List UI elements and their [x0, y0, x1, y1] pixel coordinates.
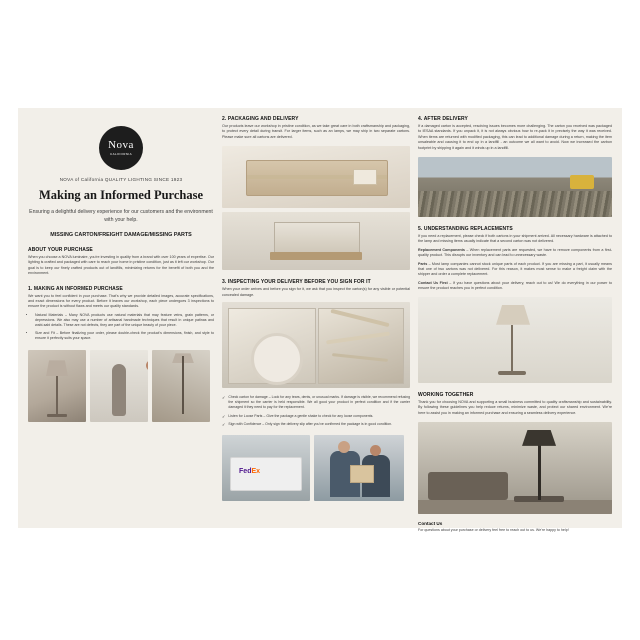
section1-bullets — [28, 313, 214, 342]
brochure-page — [18, 108, 622, 532]
product-photo-row — [28, 350, 214, 422]
section4-heading: 4. AFTER DELIVERY — [418, 116, 468, 122]
alert-line: MISSING CARTON/FREIGHT DAMAGE/MISSING PARTS — [50, 232, 192, 238]
working-together-heading: WORKING TOGETHER — [418, 391, 474, 398]
product-photo-lamp — [28, 350, 86, 422]
photo-inspection — [222, 302, 410, 388]
working-together-body: Thank you for choosing NOVA and supporting a small business committed to quality craftsmanship and sustainability. By following these guidelines you help reduce returns, minimize waste, and protect our shared environment. We're here to assist you in making an informed purchase and ensuring a seamless delivery experience. — [418, 399, 612, 415]
product-photo-floorlamp — [152, 350, 210, 422]
person-head-shape — [370, 445, 381, 456]
truck-shape — [230, 457, 302, 491]
list-item — [222, 414, 410, 419]
person-head-shape — [338, 441, 350, 453]
checklist-text: Check carton for damage – Look for any tears, dents, or unusual marks. If damage is visible, we recommend refusing the shipment so the carrier is held responsible. We all good your product in perfect condition and if the carrier damaged it they need to pay for the replacement. — [228, 395, 411, 410]
contact-block — [418, 521, 612, 533]
lamp-shade-shape — [46, 360, 68, 376]
photo-carton — [222, 146, 410, 208]
section2-body: Our products leave our workshop in pristine condition, as we take great care in both craftsmanship and packaging, to protect every detail during transit. For larger items, such as an lamps, we may ship in two separate cartons. Please make sure all cartons are delivered. — [222, 124, 411, 139]
lamp-ring-shape — [251, 333, 303, 385]
section5-body: If you need a replacement, please check if both cartons in your shipment arrived. All necessary hardware is attached to the lamp and missing items usually indicate that a second carton was not delivered. — [418, 234, 612, 244]
brand-block — [28, 126, 214, 238]
pallet-box-shape — [274, 222, 360, 254]
carrier-logo — [239, 468, 260, 475]
human-head-shape — [146, 360, 148, 371]
carrier-logo-part1: Fed — [239, 468, 252, 476]
parts-para — [418, 262, 612, 278]
contact-first-text: – If you have questions about your delivery, reach out to us! We do everything in our power to ensure the product reaches you in perfect condition. — [418, 280, 613, 291]
about-heading: ABOUT YOUR PURCHASE — [28, 247, 93, 253]
room-floor — [418, 500, 612, 514]
carrier-logo-part2: Ex — [251, 468, 261, 476]
replacement-components-text: – When replacement parts are requested, we have to remove components from a first-quality product. This disrupts our inventory and can lead to unnecessary waste. — [418, 247, 612, 258]
check-icon: ✓ — [222, 413, 226, 419]
parts-label: Parts — [418, 261, 428, 266]
logo-wordmark: Nova — [108, 139, 134, 151]
replacement-components-label: Replacement Components — [418, 247, 465, 252]
lamp-shade-shape — [496, 305, 530, 325]
lamp-pole-shape — [538, 444, 541, 500]
shipping-label-icon — [353, 169, 377, 185]
page-subtitle: Ensuring a delightful delivery experience for our customers and the environment with your help. — [29, 209, 213, 223]
contact-first-label: Contact Us First — [418, 280, 448, 285]
photo-lamp-detail — [418, 297, 612, 383]
page-title: Making an Informed Purchase — [39, 188, 204, 202]
lamp-pole-shape — [511, 325, 513, 371]
list-item: • Natural Materials – Many NOVA products use natural materials that may feature veins, grain patterns, or depressions. We also may use a number of artisanal handmade techniques that result in unique patinas and wabi-sabi details. These are not defects, they are part of the unique beauty of your piece. — [35, 313, 214, 329]
list-item: • Size and Fit – Before finalizing your order, please double-check the product's dimensions, finish, and style to ensure it perfectly suits your space. — [35, 331, 214, 341]
photo-landfill — [418, 157, 612, 217]
pallet-base-shape — [270, 252, 362, 260]
section3-heading: 3. INSPECTING YOUR DELIVERY BEFORE YOU SIGN FOR IT — [222, 279, 371, 286]
column-middle — [222, 116, 410, 520]
lamp-base-shape — [47, 414, 67, 417]
checklist-text: Listen for Loose Parts – Give the package a gentle shake to check for any loose components. — [228, 413, 374, 418]
lamp-base-shape — [498, 371, 526, 375]
section1-body: We want you to feel confident in your purchase. That's why we provide detailed images, accurate specifications, and exact dimensions for every product. Before it leaves our workshop, each piece undergoes 3 inspections to ensure the product is without flaws and meets our quality standards. — [28, 293, 215, 309]
photo-pallet — [222, 212, 410, 270]
about-body: When you choose a NOVA luminaire, you're investing in quality from a brand with over 100 years of expertise. Our lighting is crafted and packaged with care to reach your home in pristine condition, just as it left our workshop. Our goal is to keep our finely crafted products out of landfills, minimizing returns for the benefit of both you and the environment. — [28, 255, 215, 276]
excavator-shape — [570, 175, 594, 189]
section2-heading: 2. PACKAGING AND DELIVERY — [222, 116, 299, 122]
human-silhouette — [112, 364, 126, 416]
contact-body: For questions about your purchase or delivery feel free to reach out to us. We're happy to help! — [418, 527, 569, 532]
parts-text: – Most lamp companies cannot stock unique parts of each product. If you are missing a part, it usually means that one of two cartons was not delivered. For this reason, it makes most sense to make a freight claim with the shipper and order a complete replacement. — [418, 261, 612, 277]
contact-heading: Contact Us — [418, 520, 443, 526]
lamp-shade-shape — [522, 430, 556, 446]
nova-logo — [99, 126, 143, 170]
list-item — [222, 395, 410, 411]
section3-body: When your order arrives and before you sign for it, we ask that you inspect the carton(s) for any visible or potential concealed damage. — [222, 287, 411, 297]
replacement-components-para — [418, 248, 612, 259]
section4-body: If a damaged carton is accepted, resolving issues becomes more challenging. The carton you received was packaged to IESAA standards. If you unpack it, it is not always obvious how to re-pack it in precisely the way it was received. When items are returned with modified packaging, this can lead to additional damage during a return, making the item unsaleable and causing it to end up in a landfill - an outcome we all want to avoid. Now we increased the carbon footprint by shipping it again and it winds up in a landfill. — [418, 124, 612, 150]
section1-heading: 1. MAKING AN INFORMED PURCHASE — [28, 285, 123, 292]
column-right — [418, 116, 613, 532]
lamp-pole-shape — [56, 376, 58, 414]
landfill-texture — [418, 191, 612, 217]
checklist-text: Sign with Confidence – Only sign the delivery slip after you've confirmed the package is in good condition. — [228, 421, 393, 426]
parcel-shape — [350, 465, 374, 483]
product-photo-scale — [90, 350, 148, 422]
carton-shape — [246, 160, 388, 196]
inspection-photo-left — [228, 308, 316, 384]
inspection-checklist — [222, 395, 410, 427]
sofa-shape — [428, 472, 508, 500]
photo-delivery-truck — [222, 435, 310, 501]
photo-room-scene — [418, 422, 612, 514]
check-icon: ✓ — [222, 395, 226, 401]
logo-subtext: CALIFORNIA — [110, 152, 133, 156]
delivery-photo-row — [222, 435, 410, 501]
contact-first-para — [418, 281, 612, 292]
column-left — [28, 116, 214, 520]
lamp-pole-shape — [182, 356, 184, 414]
brand-tagline: NOVA of California QUALITY LIGHTING SINCE 1923 — [59, 177, 183, 182]
list-item — [222, 422, 410, 427]
check-icon: ✓ — [222, 421, 226, 427]
section5-heading: 5. UNDERSTANDING REPLACEMENTS — [418, 226, 513, 233]
photo-delivery-handoff — [314, 435, 404, 501]
